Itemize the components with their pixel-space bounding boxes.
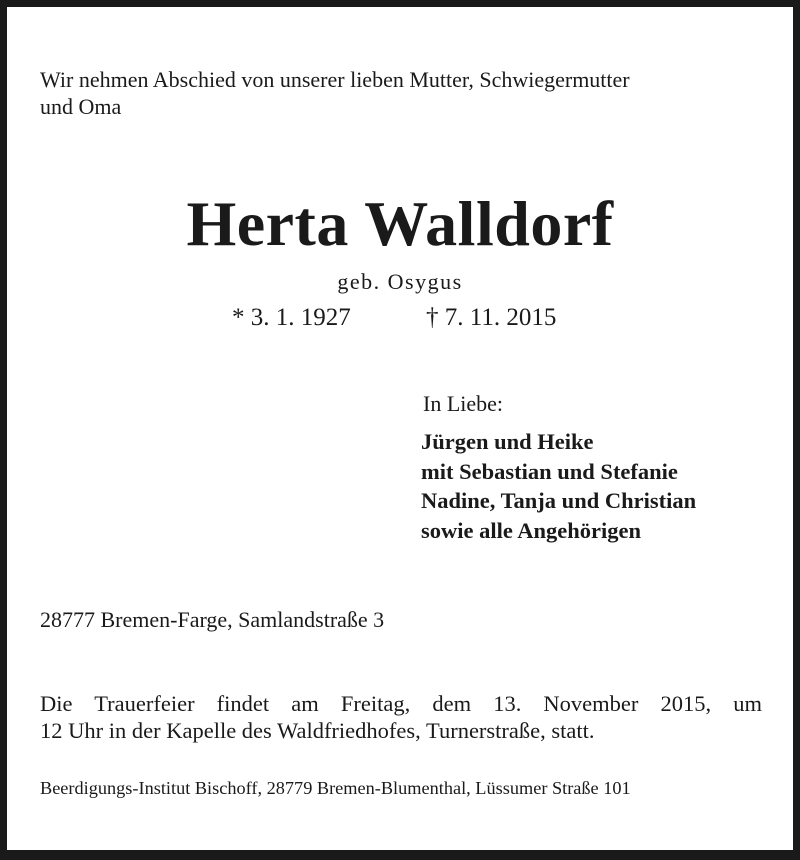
mourners-list xyxy=(421,427,696,545)
deceased-name: Herta Walldorf xyxy=(186,188,614,259)
maiden-name: geb. Osygus xyxy=(337,269,463,294)
funeral-line-1: Die Trauerfeier findet am Freitag, dem 13. November 2015, um xyxy=(40,691,762,716)
funeral-notice xyxy=(40,690,762,744)
birth-date: * 3. 1. 1927 xyxy=(232,304,351,331)
intro-text xyxy=(40,66,780,120)
mourner-line: mit Sebastian und Stefanie xyxy=(421,458,678,484)
mourners-label: In Liebe: xyxy=(423,391,504,416)
intro-line-1: Wir nehmen Abschied von unserer lieben Mutter, Schwiegermutter xyxy=(40,67,630,92)
death-date: † 7. 11. 2015 xyxy=(426,304,557,331)
mourner-line: sowie alle Angehörigen xyxy=(421,517,641,543)
undertaker-info: Beerdigungs-Institut Bischoff, 28779 Bremen-Blumenthal, Lüssumer Straße 101 xyxy=(40,778,631,798)
funeral-line-2: 12 Uhr in der Kapelle des Waldfriedhofes, Turnerstraße, statt. xyxy=(40,718,595,743)
mourner-line: Jürgen und Heike xyxy=(421,429,594,454)
mourner-line: Nadine, Tanja und Christian xyxy=(421,488,697,513)
intro-line-2: und Oma xyxy=(40,94,122,119)
family-address: 28777 Bremen-Farge, Samlandstraße 3 xyxy=(40,607,385,632)
